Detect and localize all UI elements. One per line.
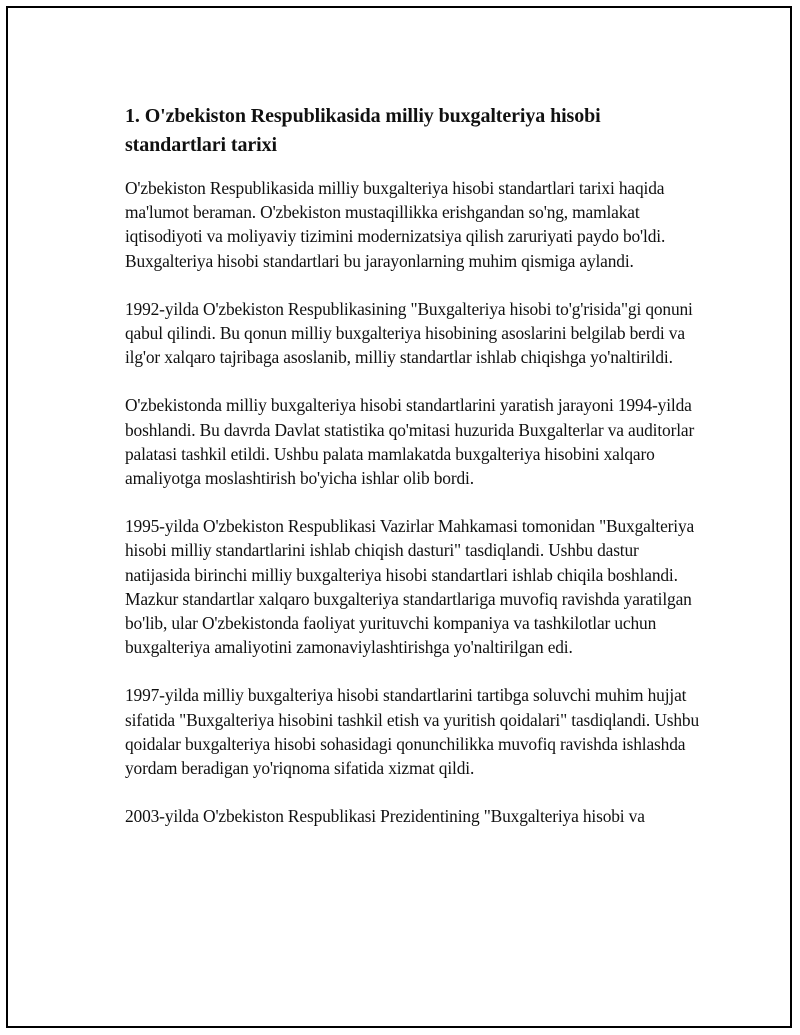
paragraph-4: 1995-yilda O'zbekiston Respublikasi Vazirlar Mahkamasi tomonidan "Buxgalteriya hisobi milliy standartlarini ishlab chiqish dasturi" tasdiqlandi. Ushbu dastur natijasida birinchi milliy buxgalteriya hisobi standartlari ishlab chiqila boshlandi. Mazkur standartlar xalqaro buxgalteriya standartlariga muvofiq ravishda yaratilgan bo'lib, ular O'zbekistonda faoliyat yurituvchi kompaniya va tashkilotlar uchun buxgalteriya amaliyotini zamonaviylashtirishga yo'naltirilgan edi. [125,516,695,658]
document-page [6,6,792,1028]
paragraph-1: O'zbekiston Respublikasida milliy buxgalteriya hisobi standartlari tarixi haqida ma'lumot beraman. O'zbekiston mustaqillikka erishgandan so'ng, mamlakat iqtisodiyoti va moliyaviy tizimini modernizatsiya qilish zaruriyati paydo bo'ldi. Buxgalteriya hisobi standartlari bu jarayonlarning muhim qismiga aylandi. [125,178,666,271]
paragraph-2: 1992-yilda O'zbekiston Respublikasining "Buxgalteriya hisobi to'g'risida"gi qonuni qabul qilindi. Bu qonun milliy buxgalteriya hisobining asoslarini belgilab berdi va ilg'or xalqaro tajribaga asoslanib, milliy standartlar ishlab chiqishga yo'naltirildi. [125,298,693,368]
document-title: 1. O'zbekiston Respublikasida milliy buxgalteriya hisobi standartlari tarixi [125,105,601,156]
paragraph-3: O'zbekistonda milliy buxgalteriya hisobi standartlarini yaratish jarayoni 1994-yilda boshlandi. Bu davrda Davlat statistika qo'mitasi huzurida Buxgalterlar va auditorlar palatasi tashkil etildi. Ushbu palata mamlakatda buxgalteriya hisobini xalqaro amaliyotga moslashtirish bo'yicha ishlar olib bordi. [125,395,695,489]
paragraph-5: 1997-yilda milliy buxgalteriya hisobi standartlarini tartibga soluvchi muhim hujjat sifatida "Buxgalteriya hisobini tashkil etish va yuritish qoidalari" tasdiqlandi. Ushbu qoidalar buxgalteriya hisobi sohasidagi qonunchilikka muvofiq ravishda ishlashda yordam beradigan yo'riqnoma sifatida xizmat qildi. [125,685,699,779]
document-content [125,102,705,852]
paragraph-6: 2003-yilda O'zbekiston Respublikasi Prezidentining "Buxgalteriya hisobi va [125,806,645,827]
